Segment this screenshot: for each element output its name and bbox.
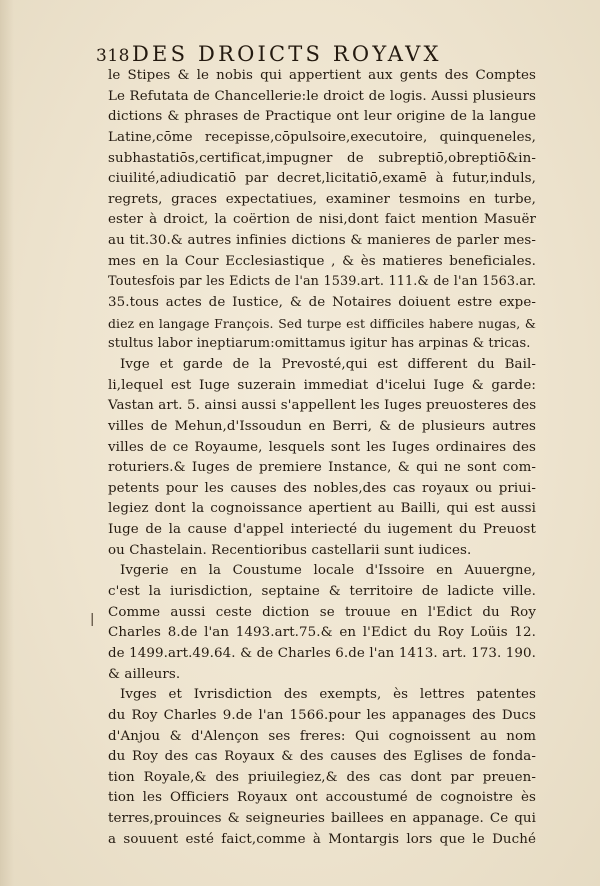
text-line: subhastatiōs,certificat,impugner de subreptiō,obreptiō&in- (108, 150, 536, 166)
text-line: & ailleurs. (108, 666, 181, 682)
text-line: Ivge et garde de la Prevosté,qui est different du Bail- (120, 356, 536, 372)
text-line: de 1499.art.49.64. & de Charles 6.de l'an 1413. art. 173. 190. (108, 645, 536, 661)
text-line: Vastan art. 5. ainsi aussi s'appellent les Iuges preuosteres des (108, 398, 537, 414)
text-line: terres,prouinces & seigneuries baillees en appanage. Ce qui (108, 811, 536, 827)
running-title: DES DROICTS ROYAVX (132, 42, 442, 66)
text-line: Le Refutata de Chancellerie:le droict de logis. Aussi plusieurs (108, 88, 536, 104)
text-line: Charles 8.de l'an 1493.art.75.& en l'Edict du Roy Loüis 12. (108, 625, 536, 641)
text-line: c'est la iurisdiction, septaine & territoire de ladicte ville. (108, 584, 536, 600)
text-line: Toutesfois par les Edicts de l'an 1539.art. 111.& de l'an 1563.ar. (108, 274, 536, 290)
text-line: villes de ce Royaume, lesquels sont les Iuges ordinaires des (108, 439, 536, 455)
text-line: stultus labor ineptiarum:omittamus igitur has arpinas & tricas. (108, 336, 531, 352)
text-line: dictions & phrases de Practique ont leur origine de la langue (108, 109, 536, 125)
text-line: Ivgerie en la Coustume locale d'Issoire en Auuergne, (120, 563, 536, 579)
text-line: tion les Officiers Royaux ont accoustumé de cognoistre ès (108, 790, 536, 806)
text-line: ciuilité,adiudicatiō par decret,licitatiō,examē à futur,induls, (108, 171, 536, 187)
text-line: Ivges et Ivrisdiction des exempts, ès lettres patentes (120, 687, 536, 703)
page-gutter-shadow (0, 0, 14, 886)
text-line: ou Chastelain. Recentioribus castellarii sunt iudices. (108, 542, 472, 558)
text-line: d'Anjou & d'Alençon ses freres: Qui cognoissent au nom (108, 728, 536, 744)
text-line: mes en la Cour Ecclesiastique , & ès matieres beneficiales. (108, 253, 536, 269)
page-header (96, 42, 536, 68)
page-number: 318 (96, 46, 130, 66)
text-line: diez en langage François. Sed turpe est difficiles habere nugas, & (108, 315, 536, 331)
text-line: Latine,cōme recepisse,cōpulsoire,executoire, quinqueneles, (108, 129, 536, 145)
text-line: du Roy des cas Royaux & des causes des Eglises de fonda- (108, 749, 536, 765)
text-line: petents pour les causes des nobles,des cas royaux ou priui- (108, 480, 536, 496)
text-line: Iuge de la cause d'appel interiecté du iugement du Preuost (108, 522, 536, 538)
text-line: 35.tous actes de Iustice, & de Notaires doiuent estre expe- (108, 295, 536, 311)
text-line: li,lequel est Iuge suzerain immediat d'icelui Iuge & garde: (108, 377, 536, 393)
text-line: le Stipes & le nobis qui appertient aux gents des Comptes (108, 68, 536, 83)
text-line: tion Royale,& des priuilegiez,& des cas dont par preuen- (108, 769, 536, 785)
text-line: villes de Mehun,d'Issoudun en Berri, & de plusieurs autres (108, 418, 536, 434)
text-line: a souuent esté faict,comme à Montargis lors que le Duché (108, 831, 536, 847)
text-line: roturiers.& Iuges de premiere Instance, & qui ne sont com- (108, 460, 536, 476)
text-line: du Roy Charles 9.de l'an 1566.pour les appanages des Ducs (108, 707, 536, 723)
text-line: regrets, graces expectatiues, examiner tesmoins en turbe, (108, 191, 536, 207)
margin-mark: | (90, 612, 95, 627)
body-text (108, 66, 536, 850)
text-line: legiez dont la cognoissance apertient au Bailli, qui est aussi (108, 501, 536, 517)
text-line: au tit.30.& autres infinies dictions & manieres de parler mes- (108, 233, 536, 249)
text-line: ester à droict, la coërtion de nisi,dont faict mention Masuër (108, 212, 536, 228)
text-line: Comme aussi ceste diction se trouue en l'Edict du Roy (108, 604, 536, 620)
